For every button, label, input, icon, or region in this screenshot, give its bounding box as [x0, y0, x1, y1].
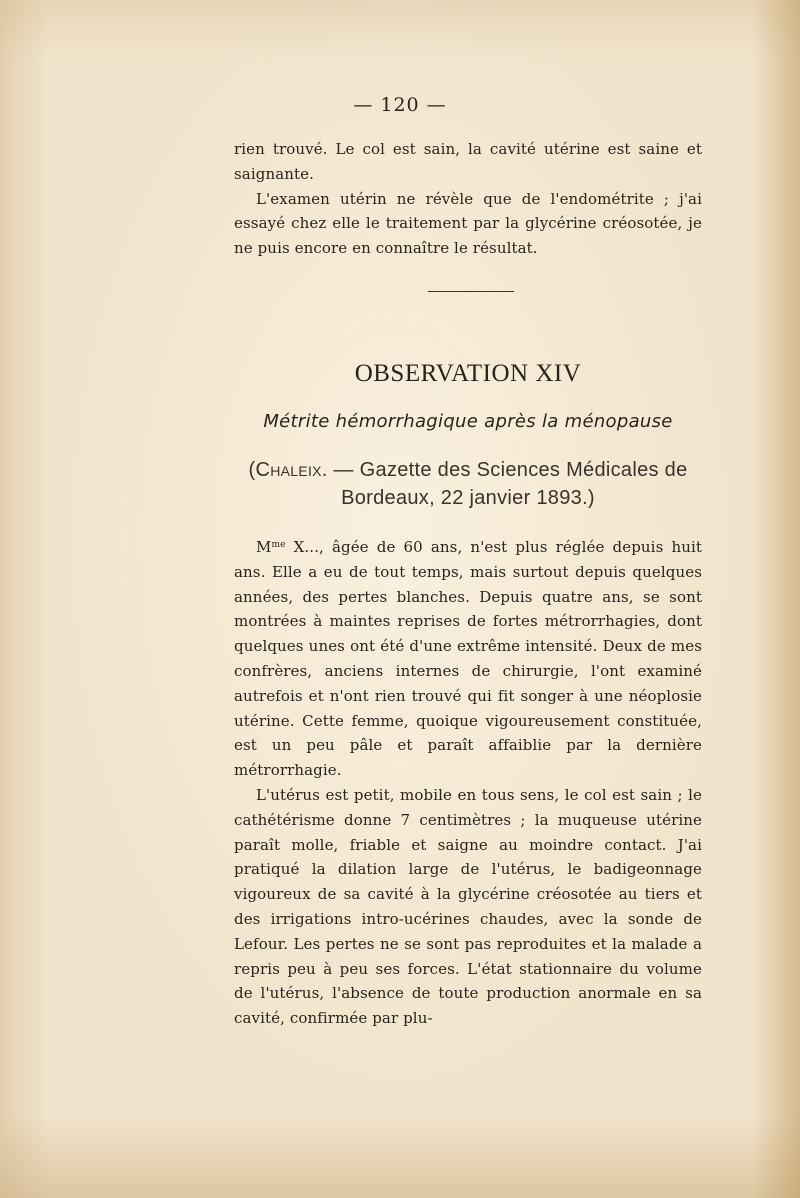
citation-journal: . — Gazette des Sciences Médicales de Bordeaux, 22 janvier 1893.) [321, 459, 688, 509]
paragraph: rien trouvé. Le col est sain, la cavité utérine est saine et saignante. [234, 140, 702, 183]
patient-title: M [256, 538, 272, 556]
observation-subtitle: Métrite hémorrhagique après la ménopause [263, 411, 673, 432]
paragraph: L'examen utérin ne révèle que de l'endométrite ; j'ai essayé chez elle le traitement par la glycérine créosotée, je ne puis encore en connaître le résultat. [234, 189, 702, 258]
citation-author: Chaleix [255, 459, 322, 481]
page-number: — 120 — [353, 94, 447, 116]
continuation-text [234, 137, 702, 261]
paragraph: L'utérus est petit, mobile en tous sens, le col est sain ; le cathétérisme donne 7 centimètres ; la muqueuse utérine paraît molle, friable et saigne au moindre contact. J'ai pratiqué la dilation large de l'utérus, le badigeonnage vigoureux de sa cavité à la glycérine créosotée au tiers et des irrigations intro-ucérines chaudes, avec la sonde de Lefour. Les pertes ne se sont pas reproduites et la malade a repris peu à peu ses forces. L'état stationnaire du volume de l'utérus, l'absence de toute production anormale en sa cavité, confirmée par plu- [234, 785, 702, 1028]
paragraph [234, 535, 702, 783]
section-divider [428, 291, 514, 292]
paragraph-text: X..., âgée de 60 ans, n'est plus réglée depuis huit ans. Elle a eu de tout temps, mais surtout depuis quelques années, des pertes blanches. Depuis quatre ans, se sont montrées à maintes reprises de fortes métrorrhagies, dont quelques unes ont été d'une extrême intensité. Deux de mes confrères, anciens internes de chirurgie, l'ont examiné autrefois et n'ont rien trouvé qui fit songer à une néoplosie utérine. Cette femme, quoique vigoureusement constituée, est un peu pâle et paraît affaiblie par la dernière métrorrhagie. [234, 538, 702, 780]
observation-body [234, 535, 702, 1031]
patient-title-superscript: me [271, 540, 286, 550]
source-citation [234, 456, 702, 512]
citation-open-paren: ( [248, 459, 256, 481]
observation-title: OBSERVATION XIV [354, 360, 582, 387]
